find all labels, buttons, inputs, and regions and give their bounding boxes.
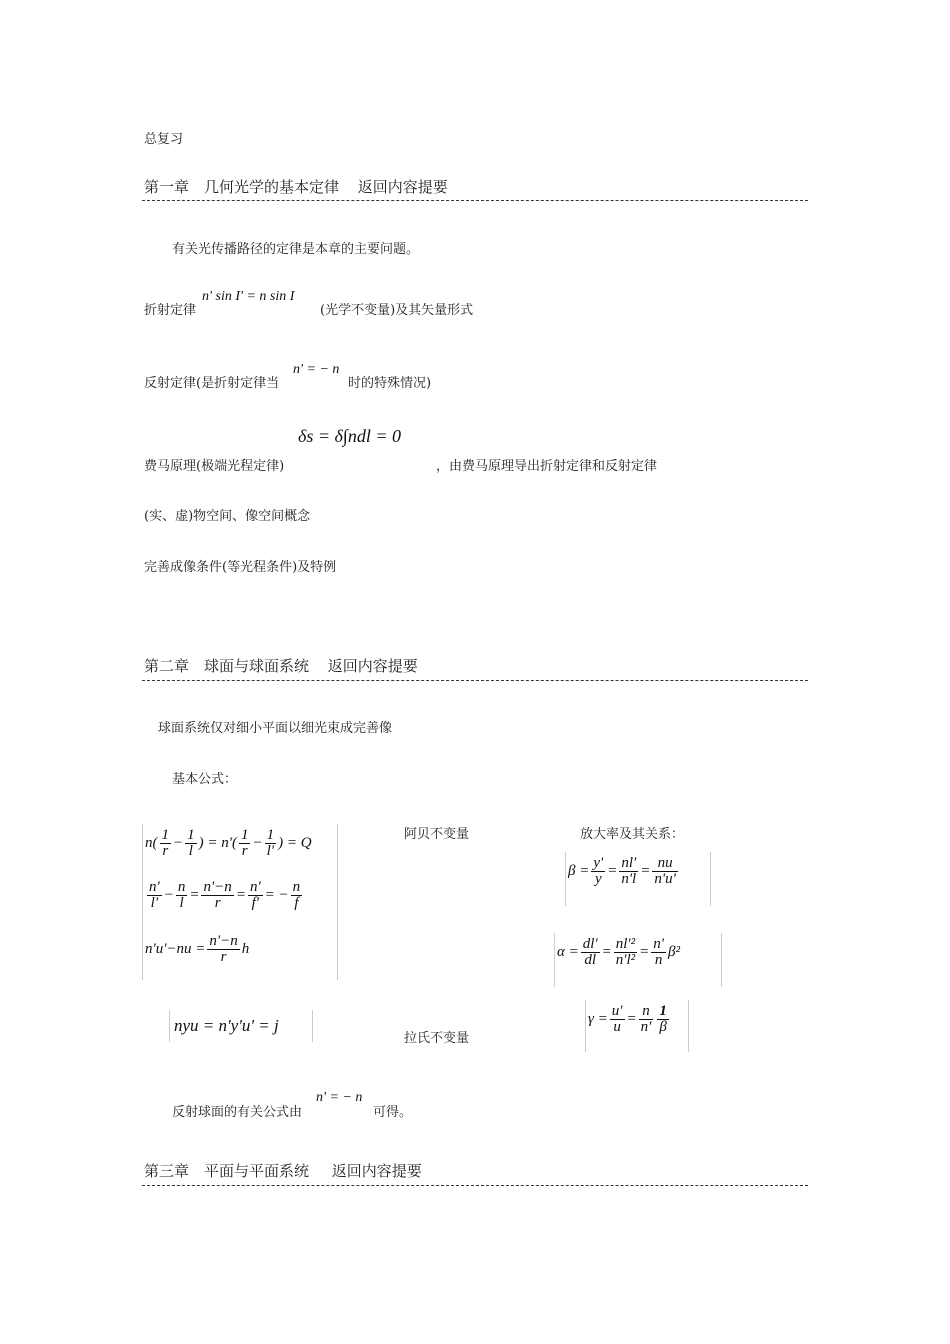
reflection-law-formula: n' = − n bbox=[293, 362, 340, 377]
chapter-2-title: 第二章 球面与球面系统 bbox=[144, 657, 310, 675]
mirror-condition-formula: n' = − n bbox=[316, 1090, 363, 1105]
lagrange-invariant-formula: nyu = n'y'u' = j bbox=[169, 1010, 313, 1042]
chapter-3-back-link[interactable]: 返回内容提要 bbox=[331, 1162, 422, 1180]
object-image-space-concept: (实、虚)物空间、像空间概念 bbox=[144, 509, 311, 524]
formula-abbe-invariant: n( $\frac{1}{r}$ − $\frac{1}{l}$ ) = n'( $\frac{1}{r}$ − $\frac{1}{l'}$ ) = Q bbox=[145, 827, 312, 859]
page-title: 总复习 bbox=[144, 132, 184, 147]
chapter-3-title: 第三章 平面与平面系统 bbox=[144, 1162, 310, 1180]
chapter-3-divider bbox=[142, 1185, 808, 1186]
lateral-magnification-formula: β = $\frac{y'}{y}$ = $\frac{nl'}{n'l}$ = $\frac{nu}{n'u'}$ bbox=[565, 852, 711, 906]
chapter-2-heading bbox=[144, 655, 418, 676]
chapter-2-intro: 球面系统仅对细小平面以细光束成完善像 bbox=[158, 721, 393, 736]
chapter-3-heading bbox=[144, 1160, 422, 1181]
magnification-label: 放大率及其关系： bbox=[580, 827, 685, 842]
abbe-invariant-label: 阿贝不变量 bbox=[404, 827, 470, 842]
refraction-law-label: 折射定律 bbox=[144, 303, 197, 318]
mirror-text-prefix: 反射球面的有关公式由 bbox=[172, 1105, 303, 1120]
reflection-law-note: 时的特殊情况) bbox=[348, 376, 432, 391]
chapter-2-back-link[interactable]: 返回内容提要 bbox=[327, 657, 418, 675]
chapter-1-heading bbox=[144, 176, 448, 197]
fermat-principle-label: 费马原理(极端光程定律) bbox=[144, 459, 285, 474]
basic-formula-label: 基本公式： bbox=[172, 772, 238, 787]
perfect-imaging-condition: 完善成像条件(等光程条件)及特例 bbox=[144, 560, 337, 575]
chapter-1-back-link[interactable]: 返回内容提要 bbox=[357, 178, 448, 196]
lagrange-invariant-label: 拉氏不变量 bbox=[404, 1031, 470, 1046]
refraction-law-formula: n' sin I' = n sin I bbox=[202, 289, 295, 304]
chapter-2-divider bbox=[142, 680, 808, 681]
basic-formulas-block bbox=[142, 824, 338, 980]
fermat-formula: δs = δ∫ndl = 0 bbox=[298, 426, 401, 446]
chapter-1-title: 第一章 几何光学的基本定律 bbox=[144, 178, 340, 196]
refraction-law-note: (光学不变量)及其矢量形式 bbox=[320, 303, 474, 318]
formula-angle-relation: n'u'−nu = $\frac{n'-n}{r}$ h bbox=[145, 933, 250, 965]
fermat-note: ，由费马原理导出折射定律和反射定律 bbox=[436, 459, 658, 474]
formula-object-image: $\frac{n'}{l'}$ − $\frac{n}{l}$ = $\frac{n'-n}{r}$ = $\frac{n'}{f'}$ = − $\frac{n}{f}$ bbox=[149, 879, 301, 911]
axial-magnification-formula: α = $\frac{dl'}{dl}$ = $\frac{\text{nl'²}}{\text{n'l²}}$ = $\frac{n'}{n}$ β² bbox=[554, 933, 722, 987]
angular-magnification-formula: γ = $\frac{u'}{u}$ = $\frac{n}{n'}$ $\frac{1}{\beta}$ bbox=[585, 1000, 689, 1052]
reflection-law-label: 反射定律(是折射定律当 bbox=[144, 376, 280, 391]
mirror-text-suffix: 可得。 bbox=[373, 1105, 413, 1120]
chapter-1-intro: 有关光传播路径的定律是本章的主要问题。 bbox=[172, 242, 420, 257]
chapter-1-divider bbox=[142, 200, 808, 201]
